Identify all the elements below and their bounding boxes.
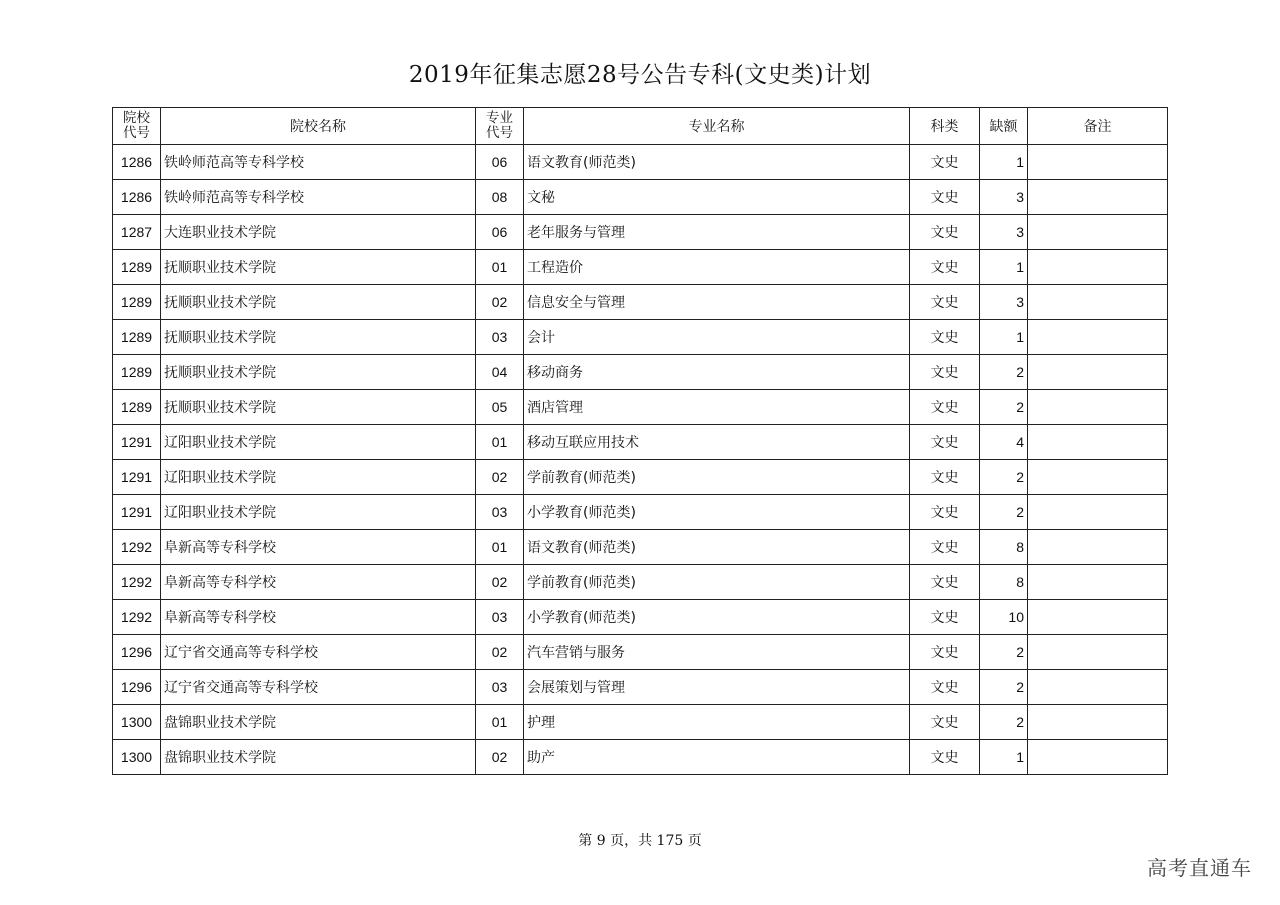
- cell-category: 文史: [910, 285, 980, 320]
- cell-school-code: 1287: [113, 215, 161, 250]
- cell-major-name: 助产: [524, 740, 910, 775]
- cell-major-name: 信息安全与管理: [524, 285, 910, 320]
- cell-quota: 2: [980, 705, 1028, 740]
- header-quota: 缺额: [980, 108, 1028, 145]
- cell-note: [1028, 285, 1168, 320]
- cell-note: [1028, 425, 1168, 460]
- table-row: [113, 740, 1168, 775]
- cell-school-code: 1289: [113, 285, 161, 320]
- cell-category: 文史: [910, 635, 980, 670]
- cell-note: [1028, 565, 1168, 600]
- cell-school-code: 1292: [113, 600, 161, 635]
- table-row: [113, 215, 1168, 250]
- cell-category: 文史: [910, 600, 980, 635]
- cell-note: [1028, 320, 1168, 355]
- plan-table: [112, 107, 1168, 775]
- cell-school-code: 1289: [113, 250, 161, 285]
- cell-school-name: 辽阳职业技术学院: [161, 495, 476, 530]
- cell-note: [1028, 740, 1168, 775]
- cell-school-code: 1289: [113, 390, 161, 425]
- cell-category: 文史: [910, 705, 980, 740]
- cell-quota: 3: [980, 285, 1028, 320]
- cell-quota: 4: [980, 425, 1028, 460]
- cell-quota: 2: [980, 670, 1028, 705]
- table-row: [113, 390, 1168, 425]
- cell-major-name: 移动商务: [524, 355, 910, 390]
- cell-note: [1028, 600, 1168, 635]
- cell-major-code: 01: [476, 250, 524, 285]
- header-school-name: 院校名称: [161, 108, 476, 145]
- table-row: [113, 565, 1168, 600]
- header-category: 科类: [910, 108, 980, 145]
- cell-major-code: 03: [476, 495, 524, 530]
- cell-major-code: 03: [476, 320, 524, 355]
- cell-category: 文史: [910, 320, 980, 355]
- cell-major-name: 会展策划与管理: [524, 670, 910, 705]
- cell-major-name: 汽车营销与服务: [524, 635, 910, 670]
- cell-note: [1028, 180, 1168, 215]
- cell-school-code: 1286: [113, 180, 161, 215]
- cell-note: [1028, 495, 1168, 530]
- cell-school-code: 1291: [113, 425, 161, 460]
- cell-major-code: 04: [476, 355, 524, 390]
- cell-note: [1028, 705, 1168, 740]
- cell-school-code: 1296: [113, 670, 161, 705]
- cell-category: 文史: [910, 180, 980, 215]
- cell-category: 文史: [910, 670, 980, 705]
- table-row: [113, 320, 1168, 355]
- cell-school-name: 辽宁省交通高等专科学校: [161, 670, 476, 705]
- cell-major-name: 文秘: [524, 180, 910, 215]
- cell-category: 文史: [910, 495, 980, 530]
- cell-major-name: 酒店管理: [524, 390, 910, 425]
- cell-school-name: 铁岭师范高等专科学校: [161, 180, 476, 215]
- cell-major-code: 03: [476, 600, 524, 635]
- cell-major-name: 学前教育(师范类): [524, 460, 910, 495]
- cell-school-code: 1289: [113, 320, 161, 355]
- cell-school-name: 大连职业技术学院: [161, 215, 476, 250]
- cell-note: [1028, 460, 1168, 495]
- table-row: [113, 425, 1168, 460]
- cell-note: [1028, 215, 1168, 250]
- cell-major-name: 护理: [524, 705, 910, 740]
- cell-category: 文史: [910, 425, 980, 460]
- cell-note: [1028, 390, 1168, 425]
- table-row: [113, 145, 1168, 180]
- cell-note: [1028, 145, 1168, 180]
- cell-major-code: 03: [476, 670, 524, 705]
- cell-major-name: 工程造价: [524, 250, 910, 285]
- cell-category: 文史: [910, 530, 980, 565]
- cell-school-name: 抚顺职业技术学院: [161, 320, 476, 355]
- cell-major-code: 02: [476, 565, 524, 600]
- table-row: [113, 635, 1168, 670]
- table-row: [113, 670, 1168, 705]
- cell-major-name: 小学教育(师范类): [524, 600, 910, 635]
- table-row: [113, 285, 1168, 320]
- table-row: [113, 460, 1168, 495]
- cell-note: [1028, 670, 1168, 705]
- cell-category: 文史: [910, 215, 980, 250]
- cell-quota: 2: [980, 355, 1028, 390]
- cell-school-code: 1291: [113, 495, 161, 530]
- header-note: 备注: [1028, 108, 1168, 145]
- header-school-code: 院校 代号: [113, 108, 161, 145]
- cell-school-name: 辽宁省交通高等专科学校: [161, 635, 476, 670]
- cell-category: 文史: [910, 460, 980, 495]
- cell-category: 文史: [910, 250, 980, 285]
- cell-category: 文史: [910, 565, 980, 600]
- table-row: [113, 705, 1168, 740]
- cell-major-code: 08: [476, 180, 524, 215]
- cell-major-code: 02: [476, 740, 524, 775]
- cell-major-name: 小学教育(师范类): [524, 495, 910, 530]
- cell-quota: 2: [980, 460, 1028, 495]
- table-row: [113, 495, 1168, 530]
- cell-category: 文史: [910, 145, 980, 180]
- cell-school-code: 1286: [113, 145, 161, 180]
- cell-school-name: 铁岭师范高等专科学校: [161, 145, 476, 180]
- cell-quota: 1: [980, 250, 1028, 285]
- cell-school-code: 1292: [113, 565, 161, 600]
- cell-major-code: 02: [476, 460, 524, 495]
- cell-school-name: 抚顺职业技术学院: [161, 285, 476, 320]
- cell-school-code: 1291: [113, 460, 161, 495]
- cell-major-name: 会计: [524, 320, 910, 355]
- cell-category: 文史: [910, 390, 980, 425]
- cell-major-code: 06: [476, 215, 524, 250]
- table-row: [113, 355, 1168, 390]
- cell-major-code: 01: [476, 530, 524, 565]
- page-footer: 第 9 页，共 175 页: [578, 833, 702, 849]
- cell-note: [1028, 530, 1168, 565]
- cell-major-code: 02: [476, 285, 524, 320]
- cell-major-code: 01: [476, 705, 524, 740]
- header-major-code: 专业 代号: [476, 108, 524, 145]
- cell-major-name: 移动互联应用技术: [524, 425, 910, 460]
- header-major-name: 专业名称: [524, 108, 910, 145]
- cell-school-name: 抚顺职业技术学院: [161, 250, 476, 285]
- cell-school-name: 抚顺职业技术学院: [161, 355, 476, 390]
- cell-quota: 2: [980, 635, 1028, 670]
- cell-school-name: 阜新高等专科学校: [161, 600, 476, 635]
- cell-school-name: 抚顺职业技术学院: [161, 390, 476, 425]
- cell-school-name: 阜新高等专科学校: [161, 530, 476, 565]
- cell-school-name: 辽阳职业技术学院: [161, 425, 476, 460]
- cell-quota: 2: [980, 495, 1028, 530]
- cell-school-code: 1300: [113, 740, 161, 775]
- table-row: [113, 600, 1168, 635]
- page-title: 2019年征集志愿28号公告专科(文史类)计划: [408, 62, 872, 88]
- cell-major-code: 01: [476, 425, 524, 460]
- table-header-row: [113, 108, 1168, 145]
- cell-quota: 1: [980, 320, 1028, 355]
- cell-quota: 1: [980, 740, 1028, 775]
- table-row: [113, 180, 1168, 215]
- cell-quota: 8: [980, 530, 1028, 565]
- table-row: [113, 250, 1168, 285]
- cell-quota: 8: [980, 565, 1028, 600]
- cell-category: 文史: [910, 355, 980, 390]
- cell-note: [1028, 635, 1168, 670]
- cell-major-code: 06: [476, 145, 524, 180]
- cell-note: [1028, 250, 1168, 285]
- cell-quota: 3: [980, 180, 1028, 215]
- cell-major-name: 老年服务与管理: [524, 215, 910, 250]
- cell-school-name: 阜新高等专科学校: [161, 565, 476, 600]
- cell-school-code: 1300: [113, 705, 161, 740]
- cell-quota: 1: [980, 145, 1028, 180]
- cell-category: 文史: [910, 740, 980, 775]
- watermark: 高考直通车: [1147, 856, 1252, 880]
- cell-school-name: 盘锦职业技术学院: [161, 740, 476, 775]
- cell-note: [1028, 355, 1168, 390]
- cell-major-name: 学前教育(师范类): [524, 565, 910, 600]
- cell-school-code: 1292: [113, 530, 161, 565]
- cell-quota: 10: [980, 600, 1028, 635]
- cell-school-code: 1289: [113, 355, 161, 390]
- cell-major-name: 语文教育(师范类): [524, 145, 910, 180]
- cell-school-code: 1296: [113, 635, 161, 670]
- cell-school-name: 辽阳职业技术学院: [161, 460, 476, 495]
- cell-school-name: 盘锦职业技术学院: [161, 705, 476, 740]
- cell-quota: 3: [980, 215, 1028, 250]
- cell-quota: 2: [980, 390, 1028, 425]
- table-row: [113, 530, 1168, 565]
- cell-major-code: 05: [476, 390, 524, 425]
- cell-major-name: 语文教育(师范类): [524, 530, 910, 565]
- cell-major-code: 02: [476, 635, 524, 670]
